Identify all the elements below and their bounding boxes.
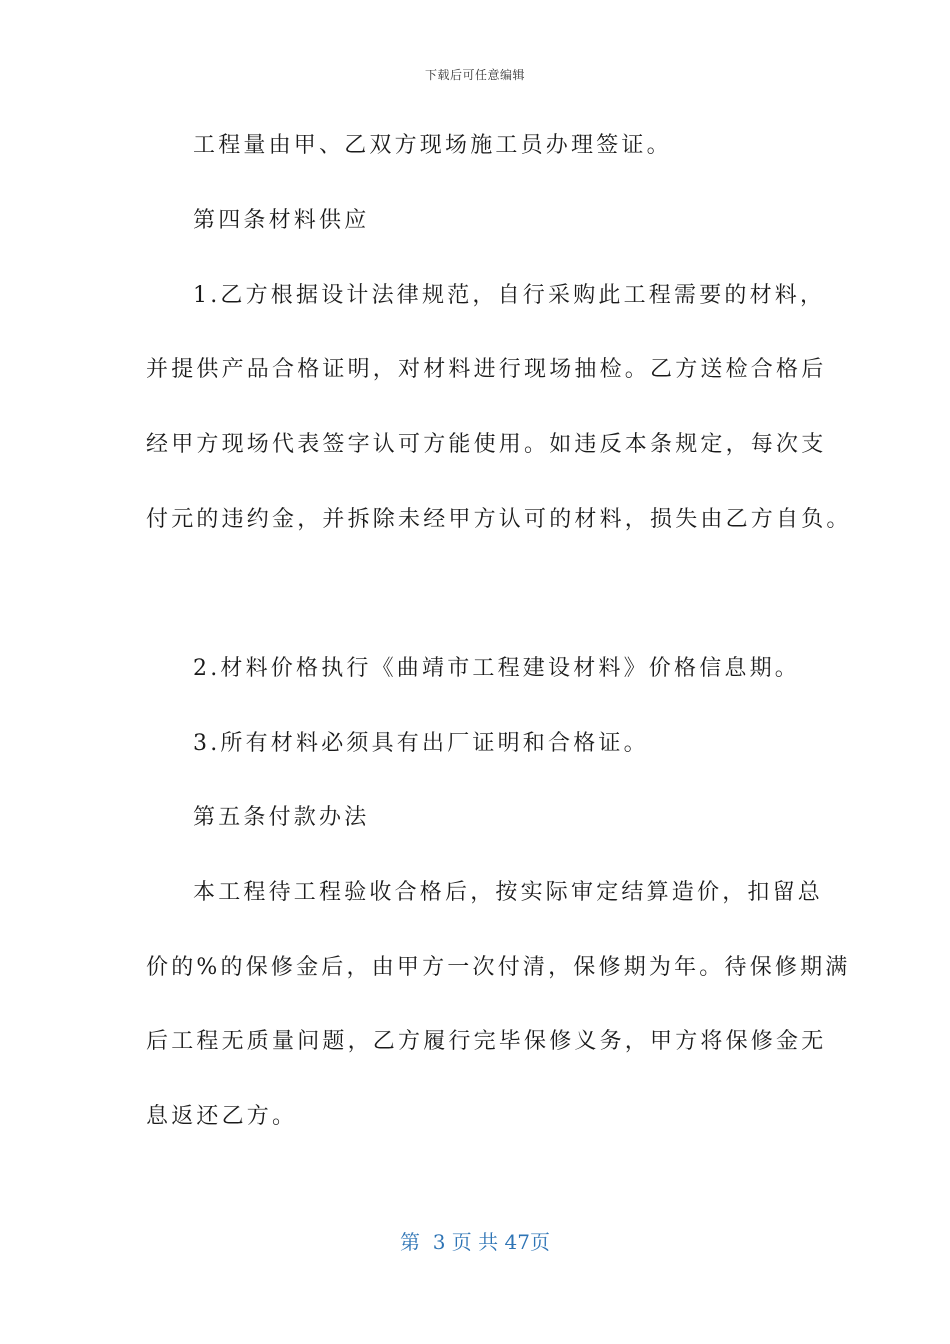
paragraph-line: 3.所有材料必须具有出厂证明和合格证。 xyxy=(193,731,649,756)
page-number-footer: 第 3 页 共 47页 xyxy=(400,1230,550,1254)
paragraph-line: 2.材料价格执行《曲靖市工程建设材料》价格信息期。 xyxy=(193,656,800,681)
paragraph-line: 工程量由甲、乙双方现场施工员办理签证。 xyxy=(193,133,672,158)
paragraph-line: 1.乙方根据设计法律规范，自行采购此工程需要的材料， xyxy=(193,283,826,308)
paragraph-line: 经甲方现场代表签字认可方能使用。如违反本条规定，每次支 xyxy=(146,432,827,457)
paragraph-line: 价的%的保修金后，由甲方一次付清，保修期为年。待保修期满 xyxy=(146,955,851,980)
section-heading: 第四条材料供应 xyxy=(193,208,370,233)
paragraph-line: 付元的违约金，并拆除未经甲方认可的材料，损失由乙方自负。 xyxy=(146,507,852,532)
paragraph-line: 并提供产品合格证明，对材料进行现场抽检。乙方送检合格后 xyxy=(146,357,827,382)
paragraph-line: 本工程待工程验收合格后，按实际审定结算造价，扣留总 xyxy=(193,880,824,905)
paragraph-line: 后工程无质量问题，乙方履行完毕保修义务，甲方将保修金无 xyxy=(146,1029,827,1054)
page-header: 下载后可任意编辑 xyxy=(424,68,525,82)
section-heading: 第五条付款办法 xyxy=(193,805,370,830)
paragraph-line: 息返还乙方。 xyxy=(146,1104,298,1129)
